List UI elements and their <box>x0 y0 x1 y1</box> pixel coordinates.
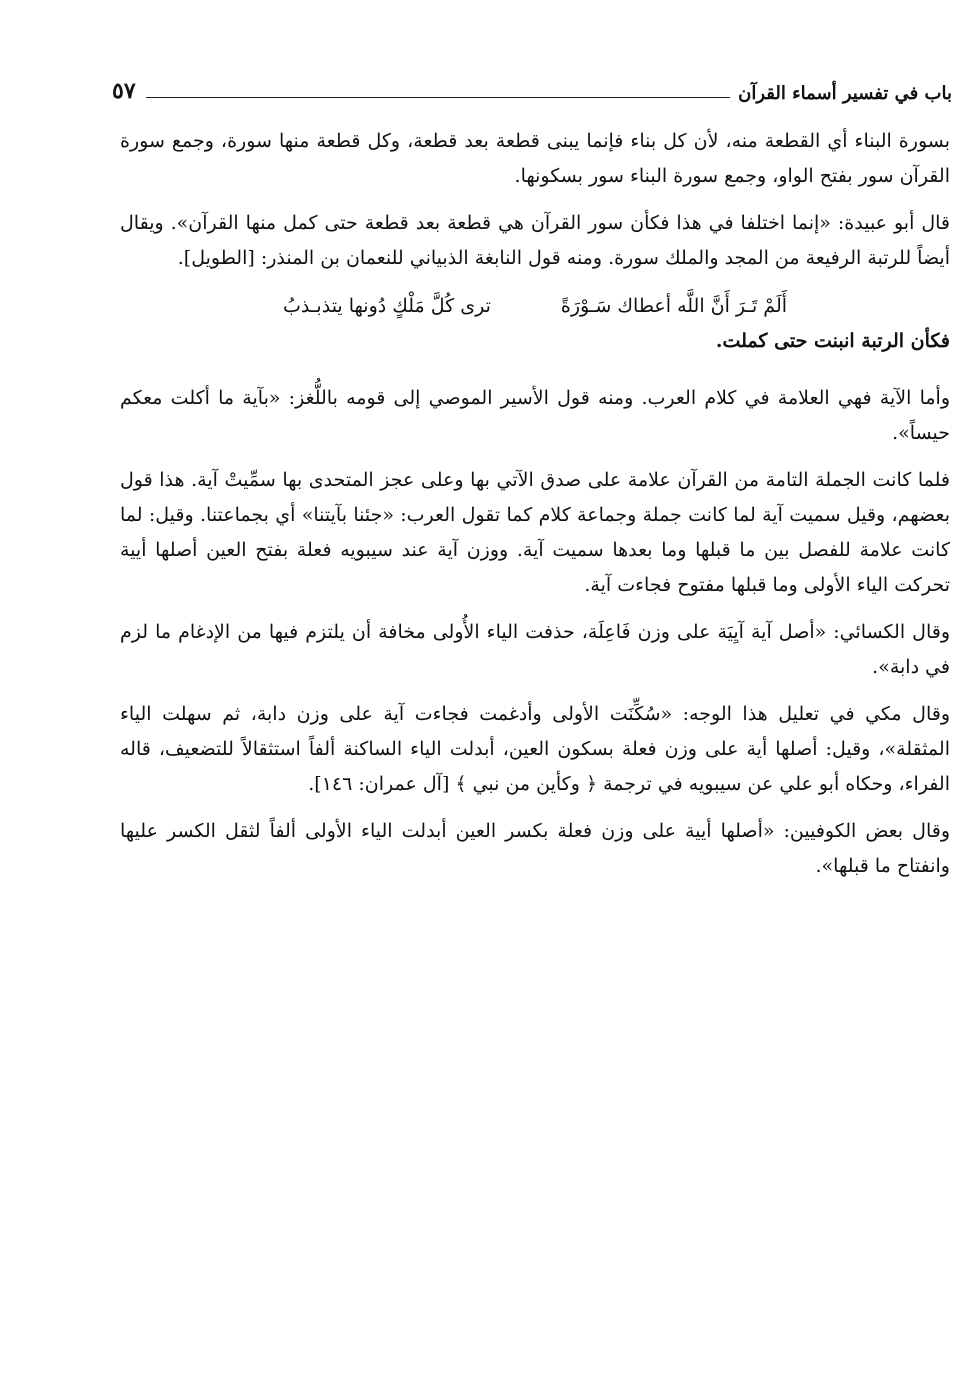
poetry-verse <box>120 288 950 324</box>
page-number: ٥٧ <box>112 78 136 104</box>
paragraph: بسورة البناء أي القطعة منه، لأن كل بناء فإنما يبنى قطعة بعد قطعة، وكل قطعة منها سورة، وجمع سورة القرآن سور بفتح الواو، وجمع سورة البناء سور بسكونها. <box>120 130 950 187</box>
paragraph: قال أبو عبيدة: «إنما اختلفا في هذا فكأن سور القرآن هي قطعة بعد قطعة حتى كمل منها القرآن». ويقال أيضاً للرتبة الرفيعة من المجد والملك سورة. ومنه قول النابغة الذبياني للنعمان بن المنذر: [الطويل]. <box>120 212 950 269</box>
verse-comment: فكأن الرتبة انبنت حتى كملت. <box>715 330 950 352</box>
chapter-title: باب في تفسير أسماء القرآن <box>738 83 952 104</box>
main-text <box>120 124 950 896</box>
paragraph: وقال مكي في تعليل هذا الوجه: «سُكِّنَت الأولى وأدغمت فجاءت آية على وزن دابة، ثم سهلت الياء المثقلة»، وقيل: أصلها أية على وزن فعلة بسكون العين، أبدلت الياء الساكنة ألفاً استثقالاً للتضعيف، قاله الفراء، وحكاه أبو علي عن سيبويه في ترجمة ﴿ وكأين من نبي ﴾ [آل عمران: ١٤٦]. <box>120 703 950 795</box>
paragraph: فلما كانت الجملة التامة من القرآن علامة على صدق الآتي بها وعلى عجز المتحدى بها سمِّيتْ آية. هذا قول بعضهم، وقيل سميت آية لما كانت جملة وجماعة كلام كما تقول العرب: «جئنا بآيتنا» أي بجماعتنا. وقيل: لما كانت علامة للفصل بين ما قبلها وما بعدها سميت آية. ووزن آية عند سيبويه فعلة بفتح العين أصلها أيية تحركت الياء الأولى وما قبلها مفتوح فجاءت آية. <box>120 469 950 596</box>
paragraph: وقال الكسائي: «أصل آية آيِيَة على وزن فَاعِلَة، حذفت الياء الأُولى مخافة أن يلتزم فيها من الإدغام ما لزم في دابة». <box>120 621 950 678</box>
verse-hemistich-first: أَلَمْ تَـرَ أَنَّ اللَّه أعطاك سَـوْرَةً <box>560 295 788 317</box>
header-rule <box>146 97 731 98</box>
paragraph: وقال بعض الكوفيين: «أصلها أيية على وزن فعلة بكسر العين أبدلت الياء الأولى ألفاً لثقل الكسر عليها وانفتاح ما قبلها». <box>120 820 950 877</box>
running-header <box>112 68 952 104</box>
paragraph: وأما الآية فهي العلامة في كلام العرب. ومنه قول الأسير الموصي إلى قومه باللُّغز: «بآية ما أكلت معكم حيساً». <box>120 387 950 444</box>
verse-hemistich-second: ترى كُلَّ مَلْكٍ دُونها يتذبـذبُ <box>283 295 491 317</box>
